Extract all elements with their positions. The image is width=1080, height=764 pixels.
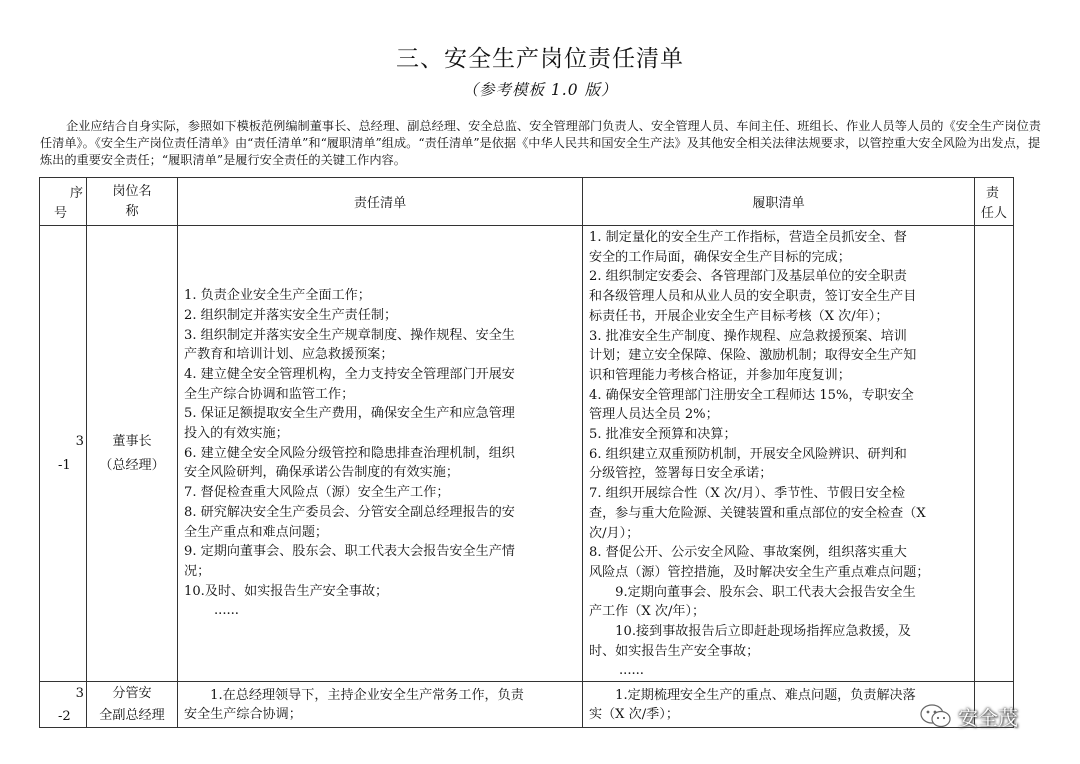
performance-item: 10.接到事故报告后立即赶赴现场指挥应急救援，及 (589, 624, 911, 640)
performance-item: 管理人员达全员 2%； (589, 407, 719, 423)
performance-item: 1. 制定量化的安全生产工作指标，营造全员抓安全、督 (589, 230, 907, 245)
row-serial-bottom: -2 (58, 709, 71, 725)
page-title: 三、安全生产岗位责任清单 (396, 46, 684, 72)
row-serial-bottom: -1 (58, 458, 71, 473)
header-responsible-top: 责 (985, 186, 999, 201)
header-serial-number (40, 178, 87, 226)
performance-item: 产工作（X 次/年）； (589, 604, 706, 620)
duty-item: 投入的有效实施； (184, 426, 289, 442)
duty-item: 全生产重点和难点问题； (184, 524, 329, 540)
watermark (920, 703, 1018, 729)
duty-item: 5. 保证足额提取安全生产费用，确保安全生产和应急管理 (184, 406, 515, 422)
performance-item: 时、如实报告生产安全事故； (589, 643, 760, 659)
row-duty-list (178, 226, 583, 682)
header-responsible-bottom: 任人 (980, 206, 1007, 221)
duty-item: 况； (184, 563, 211, 579)
performance-item: 实（X 次/季）； (589, 707, 679, 723)
performance-item: 7. 组织开展综合性（X 次/月）、季节性、节假日安全检 (589, 486, 906, 502)
header-position-line2: 称 (125, 203, 139, 219)
performance-item: 和各级管理人员和从业人员的安全职责，签订安全生产目 (589, 289, 917, 305)
performance-item: 5. 批准安全预算和决算； (589, 427, 737, 443)
duty-item: 安全生产综合协调； (184, 707, 302, 723)
header-serial-top: 序 (69, 186, 83, 201)
duty-item: 4. 建立健全安全管理机构，全力支持安全管理部门开展安 (184, 366, 515, 382)
row-serial-top: 3 (75, 686, 84, 702)
row-position (87, 682, 178, 728)
header-serial-bottom: 号 (54, 206, 68, 221)
row-performance-list (583, 682, 975, 728)
performance-item: 计划；建立安全保障、保险、激励机制；取得安全生产知 (589, 348, 917, 364)
header-position-line1: 岗位名 (112, 183, 152, 199)
row-responsible-person (975, 226, 1014, 682)
duty-ellipsis: ...... (214, 603, 239, 619)
performance-item: 查，参与重大危险源、关键装置和重点部位的安全检查（X (589, 505, 926, 521)
duty-item: 产教育和培训计划、应急救援预案； (184, 347, 394, 363)
performance-item: 分级管控，签署每日安全承诺； (589, 466, 773, 482)
row-serial-number (40, 226, 87, 682)
row-position-line2: （总经理） (99, 457, 165, 473)
duty-item: 2. 组织制定并落实安全生产责任制； (184, 307, 398, 323)
row-serial-number (40, 682, 87, 728)
row-performance-list (583, 226, 975, 682)
performance-item: 风险点（源）管控措施，及时解决安全生产重点难点问题； (589, 564, 930, 580)
page-subtitle: （参考模板 1.0 版） (462, 81, 618, 99)
row-position (87, 226, 178, 682)
duty-item: 安全风险研判，确保承诺公告制度的有效实施； (184, 465, 459, 481)
duty-item: 9. 定期向董事会、股东会、职工代表大会报告安全生产情 (184, 544, 515, 560)
header-duty-list: 责任清单 (178, 178, 583, 226)
performance-item: 标责任书，开展企业安全生产目标考核（X 次/年）； (589, 308, 889, 324)
duty-item: 1.在总经理领导下，主持企业安全生产常务工作，负责 (184, 688, 524, 704)
table-row (40, 226, 1014, 682)
performance-ellipsis: ...... (619, 663, 644, 679)
row-position-line2: 全副总经理 (99, 707, 165, 723)
performance-item: 1.定期梳理安全生产的重点、难点问题，负责解决落 (589, 688, 916, 704)
duty-item: 8. 研究解决安全生产委员会、分管安全副总经理报告的安 (184, 504, 515, 520)
performance-item: 2. 组织制定安委会、各管理部门及基层单位的安全职责 (589, 269, 907, 285)
table-header-row (40, 178, 1014, 226)
performance-item: 3. 批准安全生产制度、操作规程、应急救援预案、培训 (589, 328, 907, 344)
wechat-icon (920, 703, 952, 729)
responsibility-table (39, 177, 1014, 728)
duty-item: 6. 建立健全安全风险分级管控和隐患排查治理机制，组织 (184, 445, 515, 461)
intro-paragraph: 企业应结合自身实际，参照如下模板范例编制董事长、总经理、副总经理、安全总监、安全管理部门负责人、安全管理人员、车间主任、班组长、作业人员等人员的《安全生产岗位责任清单》。《安全生产岗位责任清单》由“责任清单”和“履职清单”组成。“责任清单”是依据《中华人民共和国安全生产法》及其他安全相关法律法规要求，以管控重大安全风险为出发点，提炼出的重要安全责任；“履职清单”是履行安全责任的关键工作内容。 (40, 119, 1041, 167)
row-position-line1: 分管安 (112, 685, 152, 701)
duty-item: 全生产综合协调和监管工作； (184, 386, 355, 402)
row-duty-list (178, 682, 583, 728)
table-row (40, 682, 1014, 728)
duty-item: 3. 组织制定并落实安全生产规章制度、操作规程、安全生 (184, 327, 515, 343)
row-position-line1: 董事长 (112, 433, 152, 449)
performance-item: 安全的工作局面，确保安全生产目标的完成； (589, 249, 851, 265)
performance-item: 次/月）； (589, 525, 640, 541)
performance-item: 6. 组织建立双重预防机制，开展安全风险辨识、研判和 (589, 446, 907, 462)
header-position (87, 178, 178, 226)
header-responsible-person (975, 178, 1014, 226)
performance-item: 4. 确保安全管理部门注册安全工程师达 15%，专职安全 (589, 387, 914, 403)
performance-item: 识和管理能力考核合格证，并参加年度复训； (589, 367, 851, 383)
watermark-text: 安全茂 (958, 705, 1018, 730)
performance-item: 9.定期向董事会、股东会、职工代表大会报告安全生 (589, 584, 916, 600)
row-serial-top: 3 (75, 434, 84, 449)
performance-item: 8. 督促公开、公示安全风险、事故案例，组织落实重大 (589, 545, 907, 561)
duty-item: 10.及时、如实报告生产安全事故； (184, 583, 389, 599)
duty-item: 7. 督促检查重大风险点（源）安全生产工作； (184, 485, 450, 501)
duty-item: 1. 负责企业安全生产全面工作； (184, 288, 371, 304)
header-performance-list: 履职清单 (583, 178, 975, 226)
